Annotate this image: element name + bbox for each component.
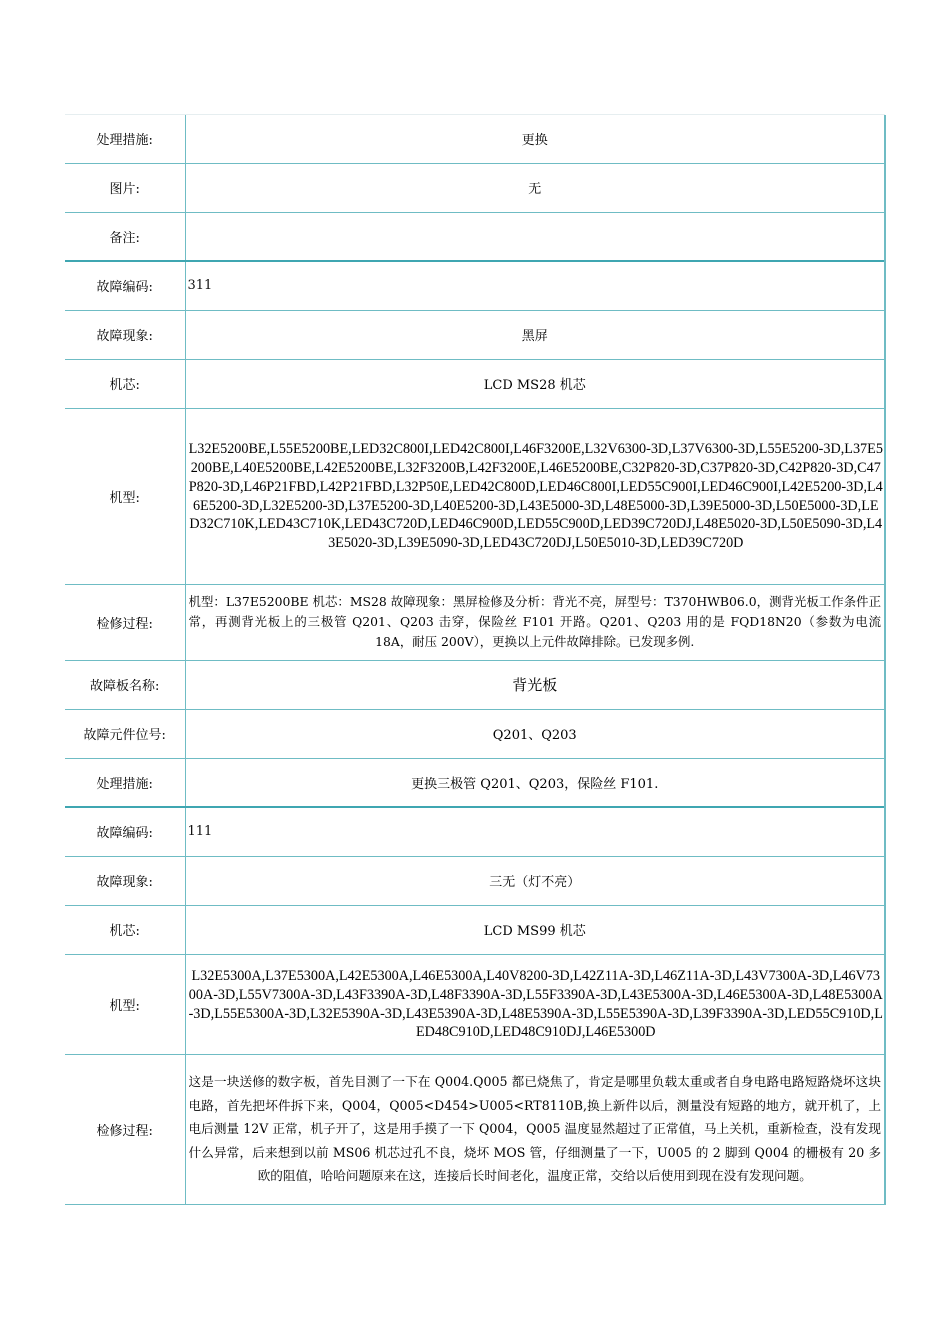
field-label: 图片: [65,163,185,212]
process-value: 机型：L37E5200BE 机芯：MS28 故障现象：黑屏检修及分析：背光不亮，屏型号：T370HWB06.0，测背光板工作条件正常，再测背光板上的三极管 Q201、Q203 击穿，保险丝 F101 开路。Q201、Q203 用的是 FQD18N20（参数为电流 18A，耐压 200V），更换以上元件故障排除。已发现多例. [185,584,885,660]
process-value: 这是一块送修的数字板，首先目测了一下在 Q004.Q005 都已烧焦了，肯定是哪里负载太重或者自身电路电路短路烧坏这块电路，首先把坏件拆下来，Q004，Q005<D454>U005<RT8110B,换上新件以后，测量没有短路的地方，就开机了，上电后测量 12V 正常，机子开了，这是用手摸了一下 Q004，Q005 温度显然超过了正常值，马上关机，重新检查，没有发现什么异常，后来想到以前 MS06 机芯过孔不良，烧坏 MOS 管，仔细测量了一下，U005 的 2 脚到 Q004 的栅极有 20 多欧的阻值，哈哈问题原来在这，连接后长时间老化，温度正常，交给以后使用到现在没有发现问题。 [185,1054,885,1204]
row-symptom [65,310,885,359]
row-chassis [65,359,885,408]
field-label: 检修过程: [65,1054,185,1204]
row-models [65,408,885,584]
action-value: 更换 [185,115,885,163]
fault-code-value: 311 [185,261,885,310]
row-process [65,1054,885,1204]
field-label: 故障编码: [65,261,185,310]
field-label: 检修过程: [65,584,185,660]
board-value: 背光板 [185,660,885,709]
fault-record-table [65,115,886,1205]
row-board [65,660,885,709]
row-chassis [65,905,885,954]
symptom-value: 黑屏 [185,310,885,359]
field-label: 机芯: [65,905,185,954]
row-action [65,758,885,807]
row-remarks [65,212,885,261]
field-label: 机型: [65,954,185,1054]
field-label: 处理措施: [65,115,185,163]
field-label: 机芯: [65,359,185,408]
field-label: 故障元件位号: [65,709,185,758]
action-value: 更换三极管 Q201、Q203，保险丝 F101. [185,758,885,807]
chassis-value: LCD MS28 机芯 [185,359,885,408]
row-symptom [65,856,885,905]
models-value: L32E5300A,L37E5300A,L42E5300A,L46E5300A,L40V8200-3D,L42Z11A-3D,L46Z11A-3D,L43V7300A-3D,L46V7300A-3D,L55V7300A-3D,L43F3390A-3D,L48F3390A-3D,L55F3390A-3D,L43E5300A-3D,L46E5300A-3D,L48E5300A-3D,L55E5300A-3D,L32E5390A-3D,L43E5390A-3D,L48E5390A-3D,L55E5390A-3D,L39F3390A-3D,LED55C910D,LED48C910D,LED48C910DJ,L46E5300D [185,954,885,1054]
picture-value: 无 [185,163,885,212]
remarks-value [185,212,885,261]
chassis-value: LCD MS99 机芯 [185,905,885,954]
models-value: L32E5200BE,L55E5200BE,LED32C800I,LED42C800I,L46F3200E,L32V6300-3D,L37V6300-3D,L55E5200-3D,L37E5200BE,L40E5200BE,L42E5200BE,L32F3200B,L42F3200E,L46E5200BE,C32P820-3D,C37P820-3D,C42P820-3D,C47P820-3D,L46P21FBD,L42P21FBD,L32P50E,LED42C800D,LED46C800I,LED55C900I,LED46C900I,L42E5200-3D,L46E5200-3D,L32E5200-3D,L37E5200-3D,L40E5200-3D,L43E5000-3D,L48E5000-3D,L39E5000-3D,L50E5000-3D,LED32C710K,LED43C710K,LED43C720D,LED46C900D,LED55C900D,LED39C720DJ,L48E5020-3D,L50E5090-3D,L43E5020-3D,L39E5090-3D,LED43C720DJ,L50E5010-3D,LED39C720D [185,408,885,584]
field-label: 备注: [65,212,185,261]
field-label: 故障板名称: [65,660,185,709]
row-component [65,709,885,758]
symptom-value: 三无（灯不亮） [185,856,885,905]
component-value: Q201、Q203 [185,709,885,758]
row-process [65,584,885,660]
field-label: 故障现象: [65,310,185,359]
fault-code-value: 111 [185,807,885,856]
fault-record-sheet [65,115,885,1205]
row-action [65,115,885,163]
field-label: 故障编码: [65,807,185,856]
field-label: 机型: [65,408,185,584]
row-picture [65,163,885,212]
row-code [65,261,885,310]
row-models [65,954,885,1054]
row-code [65,807,885,856]
field-label: 处理措施: [65,758,185,807]
field-label: 故障现象: [65,856,185,905]
